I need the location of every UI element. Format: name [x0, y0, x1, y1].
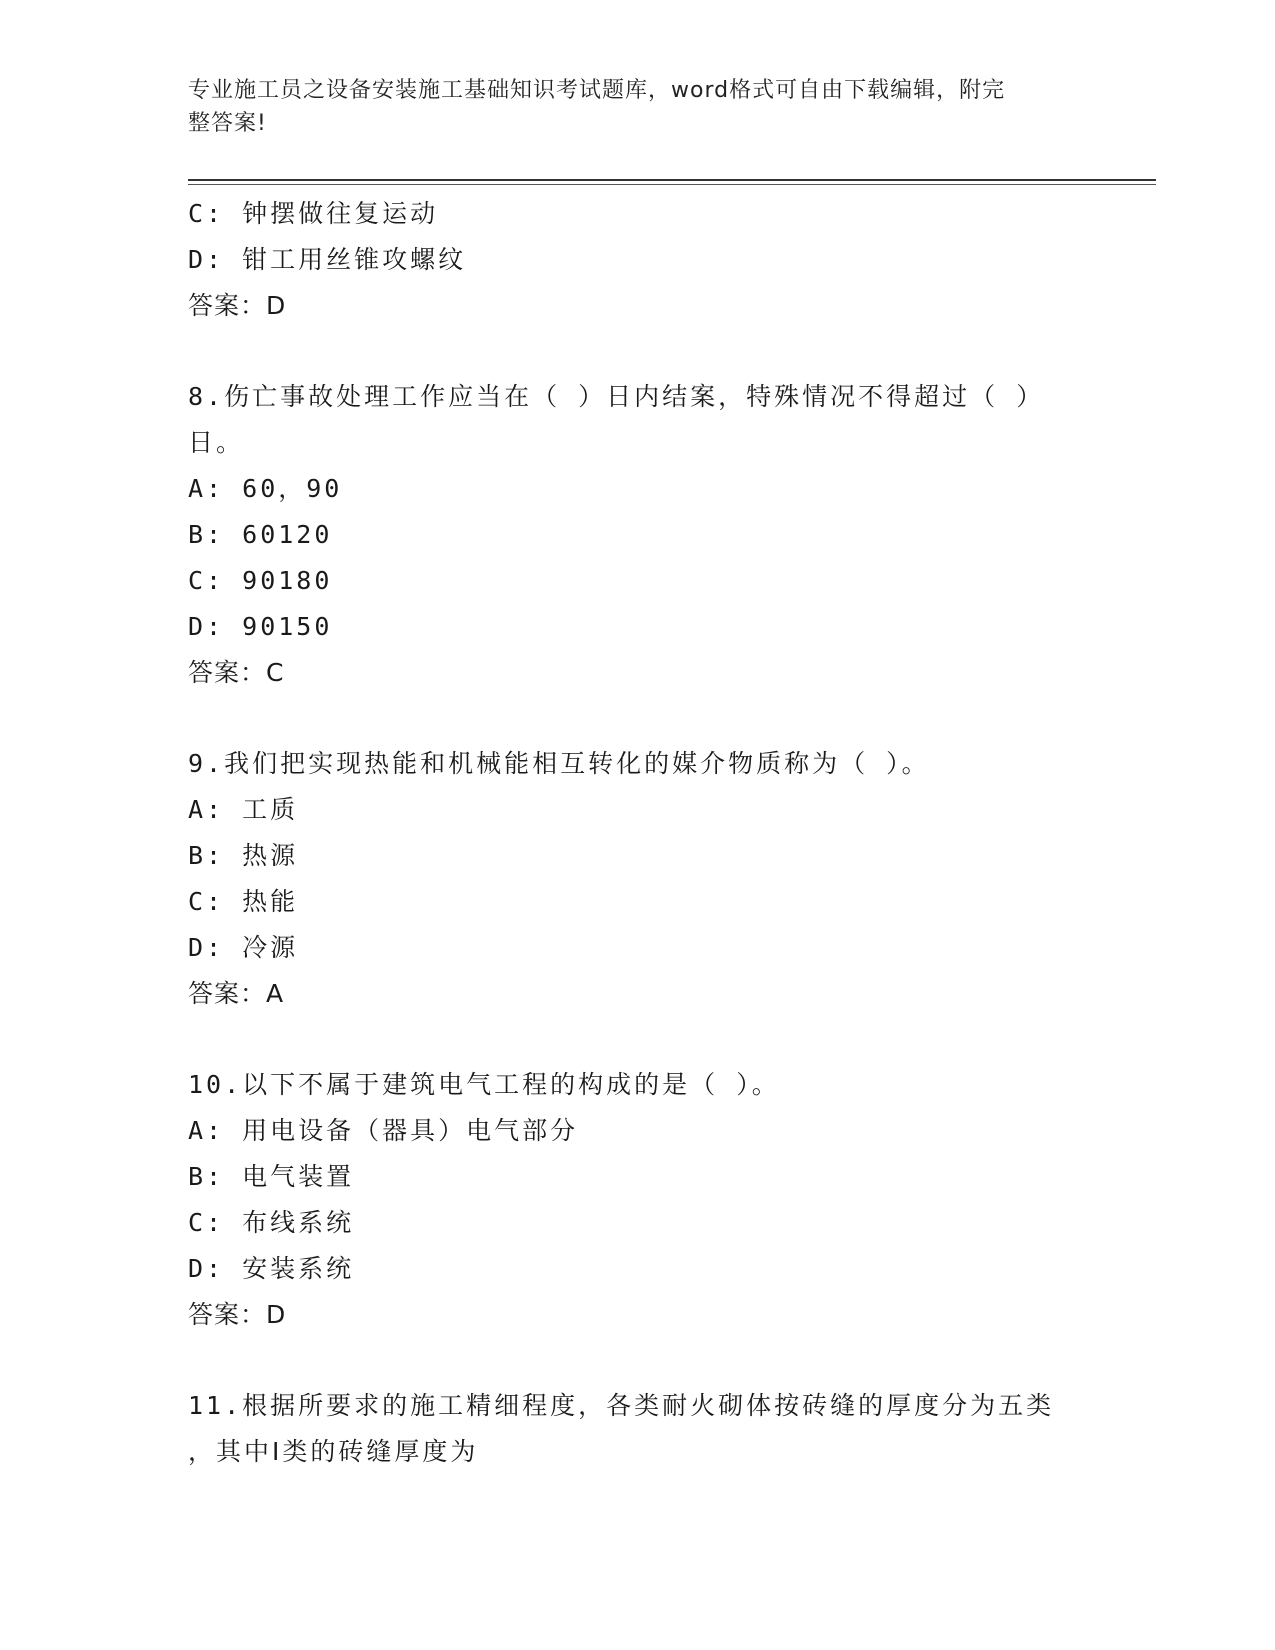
option-b — [188, 1154, 1088, 1200]
question-stem: 我们把实现热能和机械能相互转化的媒介物质称为（ ）。 — [224, 749, 930, 778]
header-divider-thick — [188, 179, 1156, 181]
option-d — [188, 604, 1088, 650]
option-label: D: — [188, 1254, 243, 1283]
question-8 — [188, 374, 1088, 696]
option-label: D: — [188, 933, 243, 962]
option-label: A: — [188, 474, 243, 503]
question-11 — [188, 1383, 1088, 1475]
option-label: C: — [188, 1208, 243, 1237]
prev-question-block — [188, 191, 1088, 329]
question-content — [188, 191, 1088, 1475]
option-label: A: — [188, 1116, 243, 1145]
option-label: B: — [188, 1162, 243, 1191]
question-10 — [188, 1062, 1088, 1338]
question-text — [188, 374, 1088, 420]
header-line-2: 整答案! — [188, 111, 267, 136]
option-d — [188, 1246, 1088, 1292]
option-label: B: — [188, 520, 243, 549]
option-b — [188, 833, 1088, 879]
option-text: 布线系统 — [242, 1208, 355, 1237]
option-a — [188, 1108, 1088, 1154]
option-text: 安装系统 — [242, 1254, 355, 1283]
option-text: 60120 — [242, 520, 333, 549]
document-header — [188, 74, 1068, 140]
option-c — [188, 1200, 1088, 1246]
option-label: D: — [188, 612, 243, 641]
option-text: 冷源 — [242, 933, 299, 962]
answer-line: 答案：C — [188, 658, 285, 687]
option-text: 热能 — [242, 887, 299, 916]
option-text: 90180 — [242, 566, 333, 595]
option-label: C: — [188, 566, 243, 595]
option-d — [188, 925, 1088, 971]
option-text: 90150 — [242, 612, 333, 641]
question-stem: 以下不属于建筑电气工程的构成的是（ ）。 — [242, 1070, 780, 1099]
option-label: B: — [188, 841, 243, 870]
option-text: 60，90 — [242, 474, 343, 503]
answer-line: 答案：D — [188, 1300, 287, 1329]
option-b — [188, 512, 1088, 558]
question-number: 8. — [188, 382, 225, 411]
option-text: 工质 — [242, 795, 299, 824]
question-number: 10. — [188, 1070, 243, 1099]
option-text: 用电设备（器具）电气部分 — [242, 1116, 579, 1145]
question-stem: 根据所要求的施工精细程度，各类耐火砌体按砖缝的厚度分为五类 — [242, 1391, 1055, 1420]
option-label: D: — [188, 245, 243, 274]
option-c — [188, 879, 1088, 925]
option-c — [188, 191, 1088, 237]
question-text-continued: 日。 — [188, 428, 245, 457]
question-text-continued: ，其中Ⅰ类的砖缝厚度为 — [188, 1437, 479, 1466]
option-text: 电气装置 — [242, 1162, 355, 1191]
option-c — [188, 558, 1088, 604]
option-a — [188, 787, 1088, 833]
question-text — [188, 741, 1088, 787]
spacer — [188, 329, 1088, 374]
spacer — [188, 1338, 1088, 1383]
option-label: A: — [188, 795, 243, 824]
option-text: 钟摆做往复运动 — [242, 199, 439, 228]
question-number: 11. — [188, 1391, 243, 1420]
question-9 — [188, 741, 1088, 1017]
question-stem: 伤亡事故处理工作应当在（ ）日内结案，特殊情况不得超过（ ） — [224, 382, 1045, 411]
option-text: 热源 — [242, 841, 299, 870]
header-divider-thin — [188, 184, 1156, 185]
option-label: C: — [188, 199, 243, 228]
question-number: 9. — [188, 749, 225, 778]
spacer — [188, 1017, 1088, 1062]
header-line-1: 专业施工员之设备安装施工基础知识考试题库，word格式可自由下载编辑，附完 — [188, 78, 1006, 103]
option-a — [188, 466, 1088, 512]
spacer — [188, 696, 1088, 741]
question-text — [188, 1383, 1088, 1429]
option-text: 钳工用丝锥攻螺纹 — [242, 245, 467, 274]
question-text — [188, 1062, 1088, 1108]
option-d — [188, 237, 1088, 283]
answer-line: 答案：A — [188, 979, 285, 1008]
answer-line: 答案：D — [188, 291, 287, 320]
option-label: C: — [188, 887, 243, 916]
